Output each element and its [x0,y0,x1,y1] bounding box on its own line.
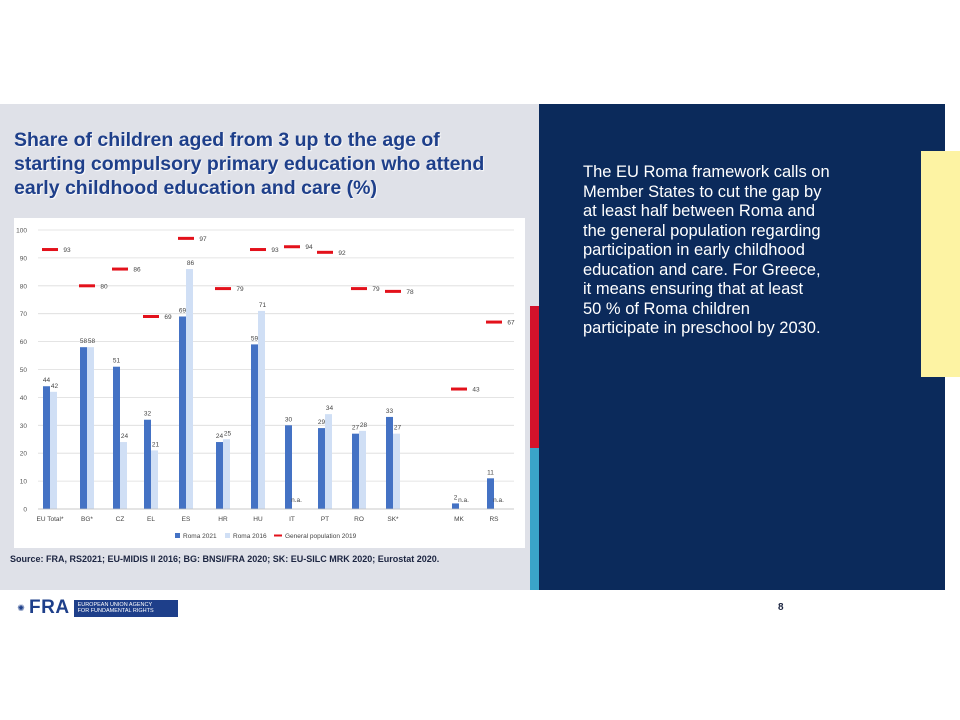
na-label: n.a. [493,497,504,504]
x-tick-label: BG* [81,516,93,523]
framework-text-line: participate in preschool by 2030. [583,319,821,337]
x-tick-label: PT [320,516,330,523]
bar-roma-2016 [87,347,94,509]
data-label-roma-2016: 21 [151,441,160,449]
data-label-roma-2016: 27 [393,424,402,432]
data-label-roma-2016: 28 [359,421,368,429]
data-label-roma-2021: 30 [284,416,293,424]
bar-roma-2016 [223,439,230,509]
na-label: n.a. [291,497,302,504]
x-tick-label: MK [454,516,464,523]
bar-roma-2021 [318,428,325,509]
bar-roma-2016 [258,311,265,509]
legend-label-roma-2016: Roma 2016 [233,533,267,540]
y-tick-label: 20 [19,450,27,458]
bar-roma-2016 [151,450,158,509]
x-tick-label: CZ [115,516,125,523]
data-label-general-population: 69 [164,313,172,321]
data-label-roma-2021: 32 [143,410,152,418]
chart-container [14,218,525,548]
bar-roma-2021 [452,503,459,509]
x-tick-label: HU [253,516,263,523]
fra-logo-text: FRA [29,597,70,618]
bar-roma-2021 [80,347,87,509]
data-label-general-population: 94 [305,244,313,252]
bar-roma-2016 [325,414,332,509]
framework-text-line: participation in early childhood [583,241,805,259]
fra-logo [14,598,178,618]
data-label-roma-2016: 86 [186,260,195,268]
framework-text-line: at least half between Roma and [583,202,816,220]
data-label-general-population: 80 [100,283,108,291]
data-label-general-population: 93 [63,247,71,255]
y-tick-label: 90 [19,255,27,263]
bar-roma-2021 [386,417,393,509]
y-tick-label: 30 [19,422,27,430]
data-label-general-population: 43 [472,386,480,394]
data-label-general-population: 86 [133,266,141,274]
bar-roma-2016 [50,392,57,509]
data-label-roma-2021: 29 [317,419,326,427]
legend-swatch-roma-2016 [225,533,230,538]
title-line: starting compulsory primary education who attend [14,153,485,175]
data-label-roma-2016: 42 [50,382,59,390]
x-tick-label: ES [181,516,191,523]
data-label-roma-2016: 34 [325,405,334,413]
data-label-roma-2021: 58 [79,338,88,346]
x-tick-label: HR [218,516,228,523]
framework-text-line: education and care. For Greece, [583,260,821,279]
agency-name-line: FOR FUNDAMENTAL RIGHTS [77,608,154,614]
bar-roma-2016 [393,434,400,509]
framework-text-line: Member States to cut the gap by [583,182,822,201]
bar-roma-2016 [120,442,127,509]
y-tick-label: 50 [19,367,27,374]
y-tick-label: 70 [19,311,27,319]
data-label-roma-2016: 24 [120,433,129,441]
bar-roma-2021 [216,442,223,509]
agency-name [74,600,178,617]
bar-roma-2021 [352,434,359,509]
framework-text-line: 50 % of Roma children [583,299,750,318]
data-label-roma-2021: 2 [453,494,458,502]
x-tick-label: EL [147,516,155,523]
framework-text-line: it means ensuring that at least [583,280,804,298]
data-label-roma-2021: 33 [385,407,394,415]
x-tick-label: SK* [387,516,399,523]
title-line: early childhood education and care (%) [14,177,377,199]
data-label-general-population: 67 [507,319,515,327]
agency-name-line: EUROPEAN UNION AGENCY [77,601,153,608]
yellow-accent-bar [921,151,960,377]
legend-swatch-roma-2021 [175,533,180,538]
data-label-roma-2021: 51 [112,357,121,365]
y-tick-label: 10 [19,478,27,486]
data-label-roma-2021: 44 [42,377,51,385]
x-tick-label: EU Total* [36,516,64,523]
framework-text [583,163,883,339]
y-tick-label: 100 [16,227,27,235]
data-label-general-population: 78 [406,288,414,296]
data-label-roma-2021: 69 [178,307,187,315]
y-tick-label: 0 [23,506,27,514]
framework-text-line: the general population regarding [583,221,821,240]
source-note: Source: FRA, RS2021; EU-MIDIS II 2016; BG: BNSI/FRA 2020; SK: EU-SILC MRK 2020; Eurostat 2020. [10,554,440,564]
data-label-roma-2016: 58 [87,338,96,346]
title-line: Share of children aged from 3 up to the age of [14,129,440,151]
bar-roma-2021 [43,386,50,509]
y-tick-label: 80 [19,283,27,291]
bar-roma-2021 [113,367,120,509]
bar-roma-2016 [359,431,366,509]
legend-label-roma-2021: Roma 2021 [183,533,217,540]
data-label-roma-2021: 59 [250,335,259,343]
bar-chart [14,218,525,548]
data-label-roma-2016: 71 [258,301,267,309]
framework-text-line: The EU Roma framework calls on [583,163,830,181]
x-tick-label: RS [489,516,499,523]
data-label-roma-2021: 27 [351,424,360,432]
blue-accent-bar [530,448,539,590]
data-label-general-population: 79 [236,286,244,294]
data-label-general-population: 93 [271,247,279,255]
data-label-general-population: 97 [199,235,207,243]
data-label-roma-2021: 24 [215,433,224,441]
eu-stars-icon: ✺ [17,602,25,613]
bar-roma-2021 [251,344,258,509]
data-label-roma-2021: 11 [487,469,494,477]
data-label-general-population: 92 [338,249,346,257]
y-tick-label: 60 [19,339,27,347]
na-label: n.a. [458,497,469,504]
x-tick-label: RO [354,516,364,523]
bar-roma-2021 [144,420,151,509]
bar-roma-2021 [487,478,494,509]
bar-roma-2021 [179,316,186,509]
data-label-general-population: 79 [372,286,380,294]
y-tick-label: 40 [19,394,27,402]
legend-label-general-population: General population 2019 [285,533,357,540]
data-label-roma-2016: 25 [223,430,232,438]
red-accent-bar [530,306,539,448]
bar-roma-2016 [186,269,193,509]
slide-title [14,128,534,200]
page-number: 8 [778,602,784,613]
x-tick-label: IT [289,516,295,523]
